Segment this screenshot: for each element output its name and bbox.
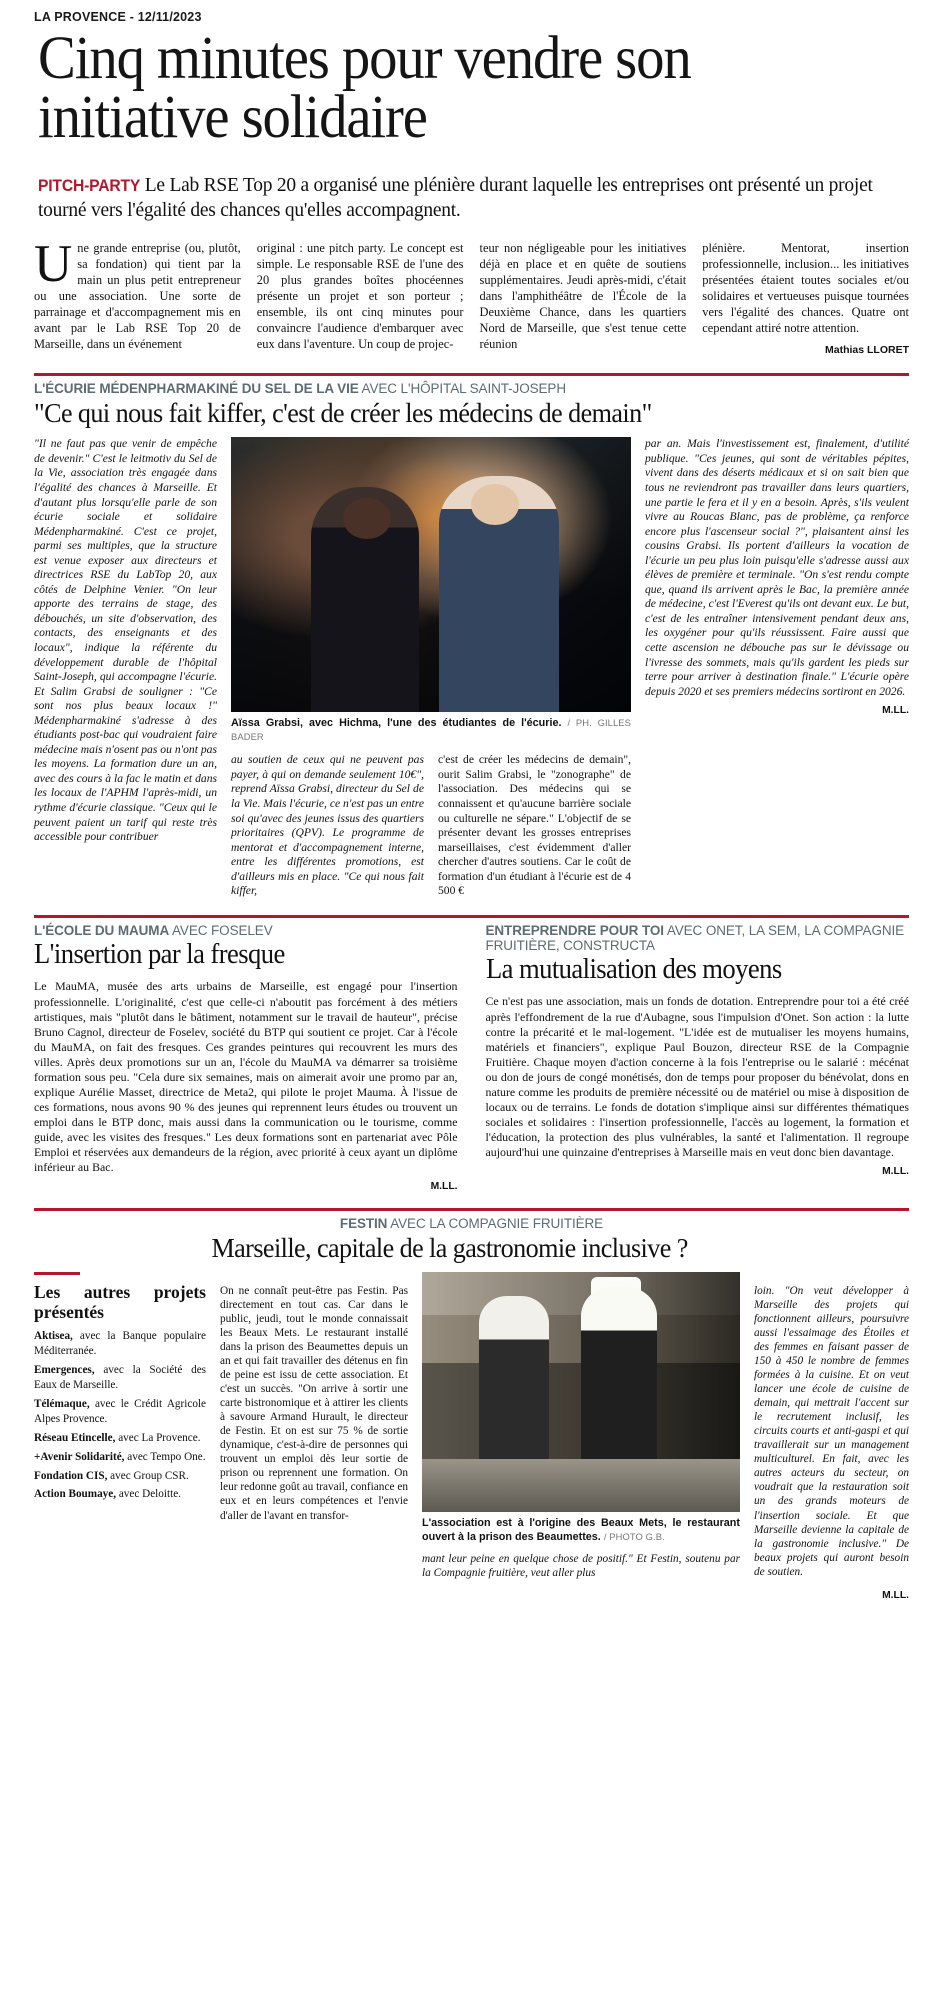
standfirst-text: Le Lab RSE Top 20 a organisé une plénière durant laquelle les entreprises ont présenté un projet tourné vers l'égalité des chances qu'elles accompagnent. — [38, 174, 873, 222]
project-partner: avec Tempo One. — [127, 1450, 206, 1463]
article4-kicker — [34, 1216, 909, 1231]
article1-photo — [231, 437, 631, 712]
article3 — [486, 923, 910, 1192]
box-accent-rule — [34, 1272, 80, 1275]
list-item — [34, 1450, 206, 1465]
project-partner: avec la Banque populaire Méditerranée. — [34, 1330, 206, 1358]
other-projects-title: Les autres projets présentés — [34, 1282, 206, 1322]
list-item — [34, 1329, 206, 1359]
article1-photo-column — [231, 437, 631, 898]
intro-col-2: original : une pitch party. Le concept est simple. Le responsable RSE de l'une des 20 plus grandes boîtes phocéennes présente un projet et son porteur ; ensemble, ils ont cinq minutes pour convaincre l'audience d'embarquer avec eux dans l'aventure. Un coup de projec- — [256, 241, 464, 351]
divider-red — [34, 373, 909, 376]
duo-block — [34, 923, 909, 1192]
masthead: LA PROVENCE - 12/11/2023 — [34, 10, 202, 24]
photo-counter — [422, 1459, 740, 1512]
project-name: Action Boumaye, — [34, 1488, 117, 1501]
project-name: Emergences, — [34, 1364, 95, 1377]
article4-photo-credit: / PHOTO G.B. — [603, 1530, 665, 1542]
article4-col-4: loin. "On veut développer à Marseille des projets qui fonctionnent ailleurs, poursuivre aussi l'essaimage des Étoiles et des femmes en faisant passer de 150 à 450 le nombre de femmes formées à la cuisine. Et on veut lancer une école de cuisine de demain, qui mettrait l'accent sur le recrutement inclusif, les circuits courts et anti-gaspi et qui travaillerait sur un management multiculturel. En fait, avec les autres acteurs du secteur, on voudrait que la restauration soit un des grands moteurs de l'insertion sociale. Et que Marseille devienne la capitale de la gastronomie inclusive." De beaux projets qui auront besoin de soutien. — [754, 1284, 909, 1578]
article3-title: La mutualisation des moyens — [485, 953, 782, 985]
article1-kicker — [34, 381, 909, 396]
article1-caption — [231, 717, 631, 744]
article1-endmark: M.LL. — [882, 705, 909, 717]
article1-photo-credit: / PH. GILLES BADER — [231, 717, 631, 742]
photo-face-left — [343, 498, 391, 539]
article4-body — [34, 1272, 909, 1603]
article3-body: Ce n'est pas une association, mais un fonds de dotation. Entreprendre pour toi a été créé après l'effondrement de la rue d'Aubagne, sous l'impulsion d'Onet. Son action : la lutte contre la précarité et le mal-logement. "L'idée est de mutualiser les moyens humains, matériels et financiers", explique Paul Bouzon, directeur RSE de la Compagnie Fruitière. Chaque moyen d'action concerne à la fois l'entreprise ou le salarié : mécénat ou don de jours de congé monétisés, don de temps pour proposer du bénévolat, dons en nature comme les produits de première nécessité ou de matériel ou mise à disposition de locaux ou de terrains. Le fonds de dotation s'implique ainsi sur différentes thématiques sociales et solidaires : l'insertion professionnelle, l'accès au logement, la formation et l'éducation, la protection des plus vulnérables, la santé et l'alimentation. Il regroupe aujourd'hui une quinzaine d'entreprises à Marseille mais en veut donc bien davantage. — [485, 994, 909, 1159]
standfirst-kicker: PITCH-PARTY — [38, 177, 141, 196]
article4-caption-text: L'association est à l'origine des Beaux Mets, le restaurant ouvert à la prison des Beaumettes. — [422, 1517, 740, 1543]
divider-red-3 — [34, 1208, 909, 1211]
article2-kicker-bold: L'ÉCOLE DU MAUMA — [34, 922, 170, 938]
article2-kicker — [34, 923, 458, 938]
article1-caption-text: Aïssa Grabsi, avec Hichma, l'une des étudiantes de l'écurie. — [231, 717, 562, 730]
list-item — [34, 1469, 206, 1484]
article1-col-2b: c'est de créer les médecins de demain", ourit Salim Grabsi, le "zonographe" de l'association. Des médecins qui se connaissent et qu'aucune barrière sociale ou culturelle ne sépare." L'objectif de se présenter devant les grosses entreprises marseillaises, c'est évidemment d'aller chercher d'autres soutiens. Car le coût de formation d'un étudiant à l'écurie est de 4 500 € — [438, 753, 631, 898]
article1-col-1: "Il ne faut pas que venir de empêche de devenir." C'est le leitmotiv du Sel de la Vie, association très engagée dans l'égalité des chances à Marseille. Et d'autant plus lorsqu'elle parle de son écurie sociale et solidaire Médenpharmakiné. C'est ce projet, parmi ses multiples, que la structure est venue exposer aux directeurs et directrices RSE du LabTop 20, aux côtés de Delphine Venier. "On leur apporte des terrains de stage, des débouchés, un site d'observation, des contacts, des enseignants et des locaux", indique la référente du développement durable de l'hôpital Saint-Joseph, qui accompagne l'écurie. Et Salim Grabsi de souligner : "Ce sont nos plus beaux locaux !" Médenpharmakiné s'adresse à des étudiants post-bac qui voudraient faire médecine mais n'osent pas ou n'ont pas les moyens. La formation dure un an, avec des cours à la fac le matin et dans les locaux de l'APHM l'après-midi, un rythme d'écurie classique. "Ceux qui le peuvent paient un tarif qui reste très accessible pour contribuer — [34, 437, 217, 844]
photo-face-right — [471, 484, 519, 525]
article4-photo-column — [422, 1272, 740, 1603]
other-projects-list — [34, 1329, 206, 1502]
project-name: +Avenir Solidarité, — [34, 1450, 125, 1463]
article4-kicker-with: AVEC LA COMPAGNIE FRUITIÈRE — [390, 1216, 604, 1232]
article2 — [34, 923, 458, 1192]
article1-col-3: par an. Mais l'investissement est, finalement, d'utilité publique. "Ces jeunes, qui sont de véritables pépites, vivent dans des déserts médicaux et si on sait bien que tous ne reviendront pas travailler dans leurs quartiers, une partie le fera et il y en a besoin. Après, s'ils veulent vivre au Roucas Blanc, pas de problème, ça renforce encore plus l'ascenseur social ?", plaisantent ainsi les cousins Grabsi. Ils portent d'ailleurs la vocation de l'écurie un peu plus loin puisqu'elle s'adresse aussi aux élèves de première et terminale. "On s'est rendu compte que, quand ils arrivent après le Bac, la première année de médecine, c'est l'Everest qu'ils ont devant eux. Le but, c'est de les entraîner intensivement pendant deux ans, les oxygéner pour qu'ils réussissent. Faire aussi que cette ascension ne débouche pas sur le dévissage ou l'ivresse des sommets, mais qu'ils gardent les pieds sur terre pour arriver à destination finale." L'écurie opère depuis 2020 et ses premiers médecins sortiront en 2026. — [645, 437, 909, 698]
other-projects-box — [34, 1272, 206, 1603]
project-partner: avec le Crédit Agricole Alpes Provence. — [34, 1397, 206, 1425]
article1-col-2a: au soutien de ceux qui ne peuvent pas payer, à qui on demande seulement 10€", reprend Aïssa Grabsi, directeur du Sel de la Vie. Mais l'écurie, ce n'est pas un entre soi qu'avec des jeunes issus des quartiers prioritaires (QPV). Le programme de mentorat et d'accompagnement interne, entre les différentes promotions, est d'ailleurs mis en place. "Ce qui nous fait kiffer, — [231, 753, 424, 898]
article4-head — [34, 1216, 909, 1262]
project-partner: avec La Provence. — [118, 1431, 201, 1444]
list-item — [34, 1431, 206, 1446]
project-name: Réseau Etincelle, — [34, 1431, 116, 1444]
article3-kicker-with: AVEC ONET, LA SEM, LA COMPAGNIE FRUITIÈRE, CONSTRUCTA — [485, 922, 905, 953]
article2-kicker-with: AVEC FOSELEV — [172, 922, 273, 938]
photo-chef-left — [479, 1296, 549, 1464]
intro-columns — [34, 235, 909, 357]
page-title: Cinq minutes pour vendre son initiative solidaire — [38, 25, 691, 151]
article2-title: L'insertion par la fresque — [34, 938, 285, 970]
article4-endmark: M.LL. — [882, 1590, 909, 1602]
project-name: Télémaque, — [34, 1397, 90, 1410]
article1-kicker-with: AVEC L'HÔPITAL SAINT-JOSEPH — [361, 381, 566, 397]
intro-col-1: Une grande entreprise (ou, plutôt, sa fondation) qui tient par la main un plus petit entrepreneur ou une association. Une sorte de parrainage et d'accompagnement mis en avant par le Lab RSE Top 20 de Marseille, dans un événement — [34, 235, 241, 351]
photo-chef-right — [581, 1287, 657, 1469]
list-item — [34, 1363, 206, 1393]
divider-red-2 — [34, 915, 909, 918]
project-partner: avec Deloitte. — [118, 1488, 181, 1501]
article1-col-3-wrap — [645, 437, 909, 898]
intro-col-3: teur non négligeable pour les initiatives déjà en place et en quête de soutiens supplémentaires. Jeudi après-midi, c'était dans l'amphithéâtre de l'École de la Deuxième Chance, dans les quartiers Nord de Marseille, que s'est tenue cette réunion — [479, 241, 687, 351]
article1-kicker-bold: L'ÉCURIE MÉDENPHARMAKINÉ DU SEL DE LA VIE — [34, 381, 359, 397]
article3-kicker — [486, 923, 910, 953]
article4-col-2: On ne connaît peut-être pas Festin. Pas directement en tout cas. Car dans le public, jeudi, tout le monde connaissait les Beaux Mets. Le restaurant installé dans la prison des Beaumettes depuis un an et qui fait travailler des détenus en fin de peine est issu de cette association. Et c'est un succès. "On arrive à sortir une carte bistronomique et à attirer les clients à savoure Armand Hurault, le directeur de Festin. Et on est sur 75 % de sortie dynamique, c'est-à-dire de personnes qui trouvent un emploi dès leur sortie de prison ou reprennent une formation. On leur redonne goût au travail, confiance en eux et en leurs compétences et l'envie d'aller de l'avant en transfor- — [220, 1284, 408, 1522]
project-name: Fondation CIS, — [34, 1469, 108, 1482]
project-partner: avec la Société des Eaux de Marseille. — [34, 1364, 207, 1392]
article4-title: Marseille, capitale de la gastronomie inclusive ? — [211, 1232, 688, 1264]
intro-col-4: plénière. Mentorat, insertion professionnelle, inclusion... les initiatives présentées étaient toutes sociales et/ou solidaires et vertueuses puisque tournées vers l'égalité des chances. Quatre ont cependant attiré notre attention. — [702, 241, 909, 335]
article1-subcolumns — [231, 753, 631, 898]
article4-col-3-under: mant leur peine en quelque chose de positif." Et Festin, soutenu par la Compagnie fruitière, veut aller plus — [422, 1553, 740, 1580]
article2-body: Le MauMA, musée des arts urbains de Marseille, est engagé pour l'insertion professionnelle. L'originalité, c'est que celle-ci n'aboutit pas forcément à des métiers artistiques, mais "plutôt dans le bâtiment, notamment sur le travail de hauteur", précise Bruno Cagnol, directeur de Foselev, société du BTP qui soutient ce projet. Car à l'école du MauMA, on fait des fresques. Ces grandes peintures qui recouvrent les murs des villes. Après deux promotions sur un an, l'école du MauMA va démarrer sa troisième formation sous peu. "Cela dure six semaines, mais on aimerait avoir une promo par an, explique Aurélie Masset, directrice de Meta2, qui pilote le projet Mauma. À l'issue de ces formations, nous avons 90 % des jeunes qui reprennent leurs études ou trouvent un emploi dans le BTP donc, mais aussi dans la communication ou le tourisme, comme guide, avec les visites des fresques." Les deux formations sont en partenariat avec Pôle Emploi et réservées aux demandeurs de la région, avec priorité à ceux ayant un diplôme inférieur au Bac. — [34, 979, 458, 1175]
article2-endmark: M.LL. — [430, 1181, 458, 1193]
project-name: Aktisea, — [34, 1330, 73, 1343]
project-partner: avec Group CSR. — [110, 1469, 189, 1482]
article3-endmark: M.LL. — [882, 1165, 909, 1177]
article4-col-4-wrap — [754, 1272, 909, 1603]
list-item — [34, 1397, 206, 1427]
article4-caption — [422, 1517, 740, 1544]
article1-body — [34, 437, 909, 898]
article4-photo — [422, 1272, 740, 1512]
article3-kicker-bold: ENTREPRENDRE POUR TOI — [485, 922, 664, 938]
article4-kicker-bold: FESTIN — [339, 1216, 388, 1232]
byline: Mathias LLORET — [824, 343, 909, 356]
article1-title: "Ce qui nous fait kiffer, c'est de créer les médecins de demain" — [34, 397, 652, 429]
standfirst — [38, 173, 898, 223]
list-item — [34, 1487, 206, 1502]
